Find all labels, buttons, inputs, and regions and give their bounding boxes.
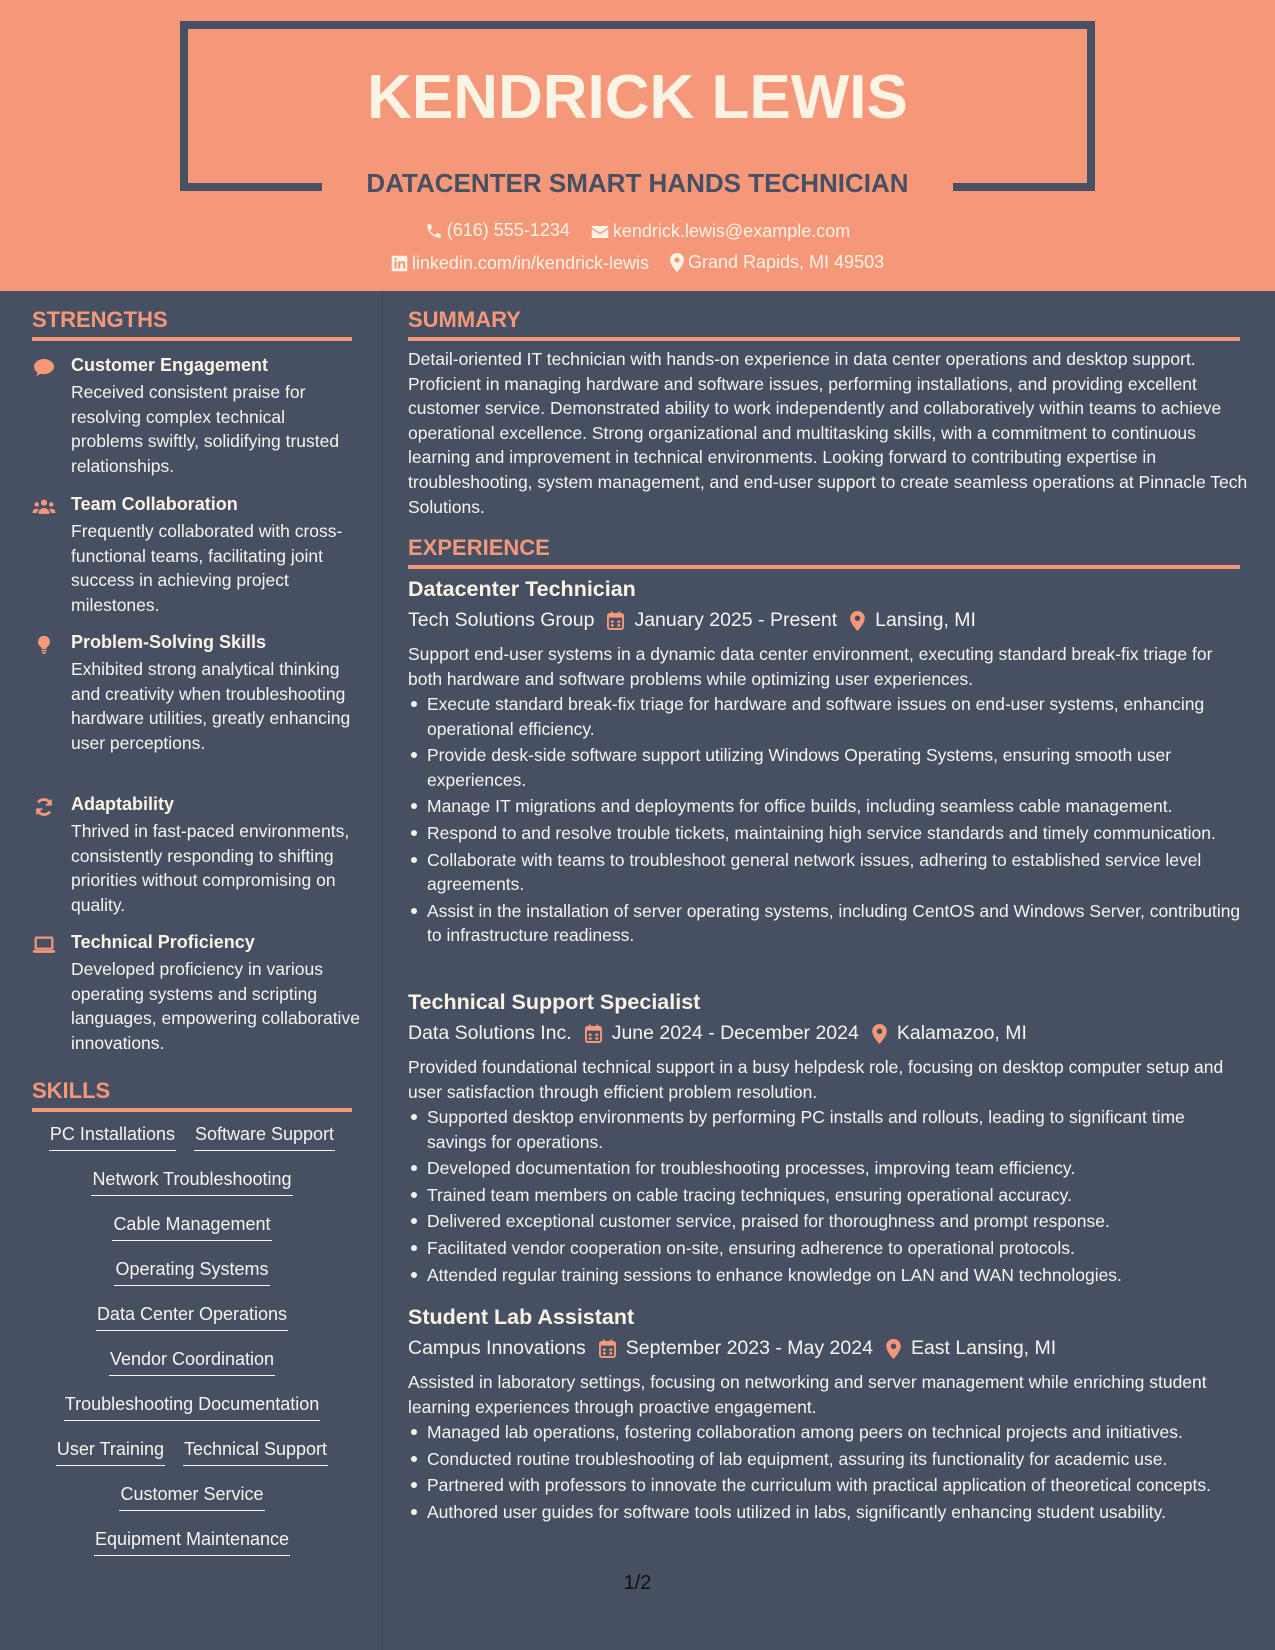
job-company: Campus Innovations bbox=[408, 1337, 586, 1359]
envelope-icon bbox=[591, 224, 609, 240]
job-description: Provided foundational technical support in a busy helpdesk role, focusing on desktop computer setup and user satisfaction through efficient problem resolution. bbox=[408, 1057, 1224, 1102]
skill-tag: Vendor Coordination bbox=[109, 1349, 275, 1376]
strength-title: Customer Engagement bbox=[71, 355, 269, 375]
job-bullet: Developed documentation for troubleshooting processes, improving team efficiency. bbox=[408, 1156, 1248, 1181]
skill-tag: Cable Management bbox=[112, 1214, 271, 1241]
job-bullet: Assist in the installation of server operating systems, including CentOS and Windows Server, contributing to infrastructure readiness. bbox=[408, 899, 1248, 948]
refresh-icon bbox=[32, 796, 56, 818]
chat-bubble-icon bbox=[32, 357, 56, 379]
strength-desc: Exhibited strong analytical thinking and creativity when troubleshooting hardware utilities, greatly enhancing user perceptions. bbox=[71, 659, 351, 753]
job-company: Data Solutions Inc. bbox=[408, 1022, 572, 1044]
column-divider bbox=[382, 291, 383, 1650]
job-bullet: Manage IT migrations and deployments for office builds, including seamless cable management. bbox=[408, 794, 1248, 819]
email-text: kendrick.lewis@example.com bbox=[612, 221, 851, 241]
job-location: Lansing, MI bbox=[875, 609, 976, 631]
job-bullets bbox=[408, 1420, 1248, 1526]
email-contact[interactable] bbox=[591, 221, 850, 242]
job-dates: September 2023 - May 2024 bbox=[625, 1337, 873, 1359]
job-description: Support end-user systems in a dynamic data center environment, executing standard break-fix triage for both hardware and software problems while optimizing user experiences. bbox=[408, 644, 1213, 689]
job-meta bbox=[408, 1022, 1027, 1045]
location-contact bbox=[670, 252, 884, 273]
skill-row bbox=[32, 1484, 352, 1529]
job-bullet: Conducted routine troubleshooting of lab equipment, assuring its functionality for academic use. bbox=[408, 1447, 1248, 1472]
map-pin-icon bbox=[886, 1339, 901, 1359]
job-meta bbox=[408, 1337, 1056, 1360]
job-bullets bbox=[408, 692, 1248, 950]
strength-title: Adaptability bbox=[71, 794, 175, 814]
map-pin-icon bbox=[850, 611, 865, 631]
strength-desc: Thrived in fast-paced environments, consistently responding to shifting priorities without compromising on quality. bbox=[71, 821, 350, 915]
job-bullet: Delivered exceptional customer service, praised for thoroughness and prompt response. bbox=[408, 1209, 1248, 1234]
linkedin-icon bbox=[391, 255, 408, 272]
skill-row bbox=[32, 1214, 352, 1259]
skill-tag: PC Installations bbox=[49, 1124, 176, 1151]
skill-row bbox=[32, 1394, 352, 1439]
job-dates: June 2024 - December 2024 bbox=[611, 1022, 859, 1044]
location-text: Grand Rapids, MI 49503 bbox=[687, 252, 885, 272]
job-title: Datacenter Technician bbox=[408, 577, 636, 601]
laptop-icon bbox=[32, 934, 56, 956]
users-icon bbox=[32, 496, 56, 518]
job-title: Student Lab Assistant bbox=[408, 1305, 635, 1329]
job-location: East Lansing, MI bbox=[910, 1337, 1057, 1359]
skill-row bbox=[32, 1529, 352, 1574]
job-bullet: Respond to and resolve trouble tickets, maintaining high service standards and timely communication. bbox=[408, 821, 1248, 846]
strength-title: Team Collaboration bbox=[71, 494, 238, 514]
experience-rule bbox=[408, 565, 1240, 569]
contact-line-2 bbox=[0, 252, 1275, 277]
resume-header bbox=[0, 0, 1275, 291]
job-bullet: Provide desk-side software support utilizing Windows Operating Systems, ensuring smooth user experiences. bbox=[408, 743, 1248, 792]
job-location: Kalamazoo, MI bbox=[896, 1022, 1027, 1044]
skills-list bbox=[32, 1124, 352, 1574]
linkedin-text: linkedin.com/in/kendrick-lewis bbox=[411, 253, 649, 273]
skill-tag: Data Center Operations bbox=[96, 1304, 288, 1331]
skill-tag: Operating Systems bbox=[114, 1259, 269, 1286]
job-bullet: Partnered with professors to innovate the curriculum with practical application of theoretical concepts. bbox=[408, 1473, 1248, 1498]
skill-tag: Software Support bbox=[194, 1124, 335, 1151]
skill-tag: User Training bbox=[56, 1439, 165, 1466]
candidate-name: KENDRICK LEWIS bbox=[367, 63, 908, 132]
calendar-icon bbox=[607, 611, 624, 630]
job-bullet: Facilitated vendor cooperation on-site, ensuring adherence to operational protocols. bbox=[408, 1236, 1248, 1261]
skill-row bbox=[32, 1349, 352, 1394]
strength-title: Problem-Solving Skills bbox=[71, 632, 267, 652]
map-pin-icon bbox=[872, 1024, 887, 1044]
job-meta bbox=[408, 609, 976, 632]
strength-desc: Developed proficiency in various operating systems and scripting languages, empowering collaborative innovations. bbox=[71, 959, 360, 1053]
page-number: 1/2 bbox=[623, 1572, 652, 1594]
summary-rule bbox=[408, 337, 1240, 341]
skill-row bbox=[32, 1439, 352, 1484]
skill-row bbox=[32, 1304, 352, 1349]
skill-tag: Troubleshooting Documentation bbox=[64, 1394, 321, 1421]
linkedin-contact[interactable] bbox=[391, 253, 649, 274]
calendar-icon bbox=[585, 1024, 602, 1043]
experience-heading: EXPERIENCE bbox=[408, 535, 550, 560]
job-title: Technical Support Specialist bbox=[408, 990, 701, 1014]
job-title-headline: DATACENTER SMART HANDS TECHNICIAN bbox=[366, 168, 909, 198]
phone-contact[interactable] bbox=[425, 220, 570, 241]
job-bullets bbox=[408, 1105, 1248, 1289]
skill-tag: Technical Support bbox=[183, 1439, 328, 1466]
job-bullet: Execute standard break-fix triage for hardware and software issues on end-user systems, enhancing operational efficiency. bbox=[408, 692, 1248, 741]
strengths-heading: STRENGTHS bbox=[32, 307, 168, 332]
skill-tag: Network Troubleshooting bbox=[91, 1169, 292, 1196]
job-bullet: Trained team members on cable tracing techniques, ensuring operational accuracy. bbox=[408, 1183, 1248, 1208]
summary-text: Detail-oriented IT technician with hands-on experience in data center operations and desktop support. Proficient in managing hardware and software issues, performing installations, and providing excellent customer service. Demonstrated ability to work independently and collaboratively within teams to achieve operational excellence. Strong organizational and multitasking skills, with a commitment to continuous learning and improvement in technical environments. Looking forward to contributing expertise in troubleshooting, system management, and end-user support to create seamless operations at Pinnacle Tech Solutions. bbox=[408, 349, 1248, 517]
strength-title: Technical Proficiency bbox=[71, 932, 255, 952]
contact-line-1 bbox=[0, 220, 1275, 245]
job-bullet: Supported desktop environments by performing PC installs and rollouts, leading to significant time savings for operations. bbox=[408, 1105, 1248, 1154]
strengths-rule bbox=[32, 337, 352, 341]
skill-tag: Equipment Maintenance bbox=[94, 1529, 290, 1556]
skill-tag: Customer Service bbox=[119, 1484, 264, 1511]
job-company: Tech Solutions Group bbox=[408, 609, 595, 631]
job-description: Assisted in laboratory settings, focusing on networking and server management while enriching student learning experiences through proactive engagement. bbox=[408, 1372, 1207, 1417]
skill-row bbox=[32, 1169, 352, 1214]
calendar-icon bbox=[599, 1339, 616, 1358]
job-bullet: Attended regular training sessions to enhance knowledge on LAN and WAN technologies. bbox=[408, 1263, 1248, 1288]
strength-desc: Frequently collaborated with cross-functional teams, facilitating joint success in achieving project milestones. bbox=[71, 521, 343, 615]
phone-text: (616) 555-1234 bbox=[446, 220, 570, 240]
job-bullet: Collaborate with teams to troubleshoot general network issues, adhering to established service level agreements. bbox=[408, 848, 1248, 897]
job-dates: January 2025 - Present bbox=[634, 609, 838, 631]
skill-row bbox=[32, 1259, 352, 1304]
job-bullet: Authored user guides for software tools utilized in labs, significantly enhancing student usability. bbox=[408, 1500, 1248, 1525]
skills-rule bbox=[32, 1108, 352, 1112]
map-pin-icon bbox=[670, 253, 684, 272]
strength-desc: Received consistent praise for resolving complex technical problems swiftly, solidifying trusted relationships. bbox=[71, 382, 340, 476]
lightbulb-icon bbox=[32, 634, 56, 656]
skill-row bbox=[32, 1124, 352, 1169]
job-bullet: Managed lab operations, fostering collaboration among peers on technical projects and initiatives. bbox=[408, 1420, 1248, 1445]
summary-heading: SUMMARY bbox=[408, 307, 521, 332]
phone-icon bbox=[425, 222, 443, 240]
skills-heading: SKILLS bbox=[32, 1078, 111, 1103]
